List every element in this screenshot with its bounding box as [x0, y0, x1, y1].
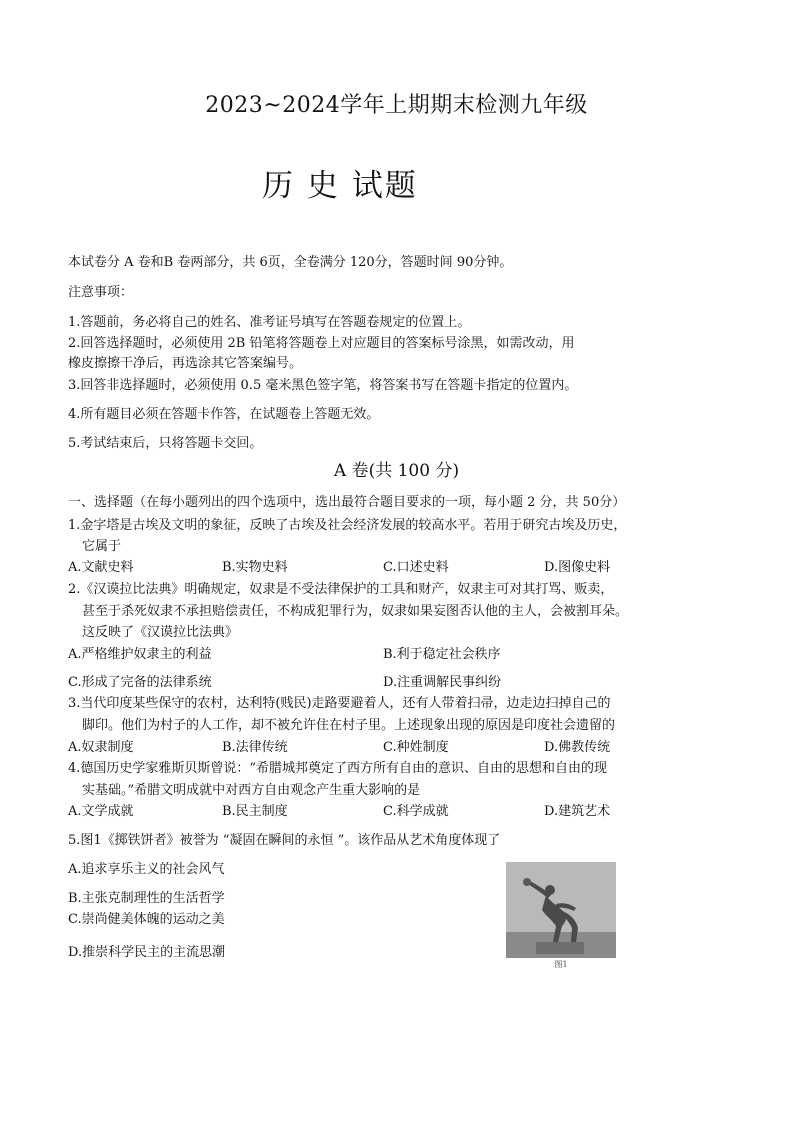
q1-option-c[interactable]: C.口述史料	[383, 560, 449, 575]
subject-title: 历 史 试题	[262, 168, 418, 204]
note-1: 1.答题前，务必将自己的姓名、准考证号填写在答题卷规定的位置上。	[68, 315, 471, 330]
q2-option-d[interactable]: D.注重调解民事纠纷	[383, 675, 502, 690]
discobolus-statue-illustration	[506, 862, 616, 958]
q2-option-b[interactable]: B.利于稳定社会秩序	[383, 647, 501, 662]
note-3: 3.回答非选择题时，必须使用 0.5 毫米黑色签字笔，将答案书写在答题卡指定的位置内。	[68, 378, 578, 393]
section-a-title: A 卷(共 100 分)	[333, 461, 460, 481]
note-2-cont: 橡皮擦擦干净后，再选涂其它答案编号。	[68, 356, 303, 371]
exam-intro: 本试卷分 A 卷和B 卷两部分，共 6页，全卷满分 120分，答题时间 90分钟。	[68, 255, 513, 270]
section-instruction: 一、选择题（在每小题列出的四个选项中，选出最符合题目要求的一项，每小题 2 分，共 50分）	[68, 495, 626, 510]
q3-option-d[interactable]: D.佛教传统	[544, 740, 611, 755]
q4-option-a[interactable]: A.文学成就	[68, 804, 134, 819]
q1-option-d[interactable]: D.图像史料	[544, 560, 611, 575]
q5-option-c[interactable]: C.崇尚健美体魄的运动之美	[68, 912, 225, 927]
note-5: 5.考试结束后，只将答题卡交回。	[68, 436, 263, 451]
q2-option-c[interactable]: C.形成了完备的法律系统	[68, 675, 212, 690]
q1-option-b[interactable]: B.实物史料	[222, 560, 288, 575]
question-2-stem-cont-2: 这反映了《汉谟拉比法典》	[82, 625, 239, 640]
q2-option-a[interactable]: A.严格维护奴隶主的利益	[68, 647, 212, 662]
q5-option-d[interactable]: D.推崇科学民主的主流思潮	[68, 945, 226, 960]
q3-option-c[interactable]: C.种姓制度	[383, 740, 449, 755]
q5-option-b[interactable]: B.主张克制理性的生活哲学	[68, 891, 225, 906]
notes-heading: 注意事项：	[68, 285, 134, 300]
note-4: 4.所有题目必须在答题卡作答，在试题卷上答题无效。	[68, 407, 380, 422]
figure-1	[506, 862, 616, 970]
exam-title: 2023~2024学年上期期末检测九年级	[205, 93, 588, 118]
q1-option-a[interactable]: A.文献史料	[68, 560, 134, 575]
q4-option-c[interactable]: C.科学成就	[383, 804, 449, 819]
figure-caption: 图1	[554, 960, 568, 969]
question-4-stem-cont: 实基础。”希腊文明成就中对西方自由观念产生重大影响的是	[82, 783, 421, 798]
q3-option-a[interactable]: A.奴隶制度	[68, 740, 134, 755]
question-1-stem-cont: 它属于	[82, 539, 122, 554]
question-3-stem-cont: 脚印。他们为村子的人工作，却不被允许住在村子里。上述现象出现的原因是印度社会遗留的	[82, 718, 616, 733]
question-5-stem: 5.图1《掷铁饼者》被誉为 “凝固在瞬间的永恒 ”。该作品从艺术角度体现了	[68, 833, 501, 848]
question-3-stem: 3.当代印度某些保守的农村，达利特(贱民)走路要避着人，还有人带着扫帚，边走边扫掉自己的	[68, 696, 611, 711]
question-4-stem: 4.德国历史学家雅斯贝斯曾说：“希腊城邦奠定了西方所有自由的意识、自由的思想和自由的现	[68, 761, 608, 776]
note-2: 2.回答选择题时，必须使用 2B 铅笔将答题卷上对应题目的答案标号涂黑，如需改动，用	[68, 336, 575, 351]
question-2-stem-cont: 甚至于杀死奴隶不承担赔偿责任，不构成犯罪行为，奴隶如果妄图否认他的主人，会被割耳朵。	[82, 604, 629, 619]
question-1-stem: 1.金字塔是古埃及文明的象征，反映了古埃及社会经济发展的较高水平。若用于研究古埃及历史，	[68, 518, 627, 533]
discobolus-photo	[506, 862, 616, 958]
q5-option-a[interactable]: A.追求享乐主义的社会风气	[68, 862, 225, 877]
q4-option-b[interactable]: B.民主制度	[222, 804, 288, 819]
question-2-stem: 2.《汉谟拉比法典》明确规定，奴隶是不受法律保护的工具和财产，奴隶主可对其打骂、贩卖，	[68, 582, 614, 597]
q3-option-b[interactable]: B.法律传统	[222, 740, 288, 755]
q4-option-d[interactable]: D.建筑艺术	[544, 804, 611, 819]
